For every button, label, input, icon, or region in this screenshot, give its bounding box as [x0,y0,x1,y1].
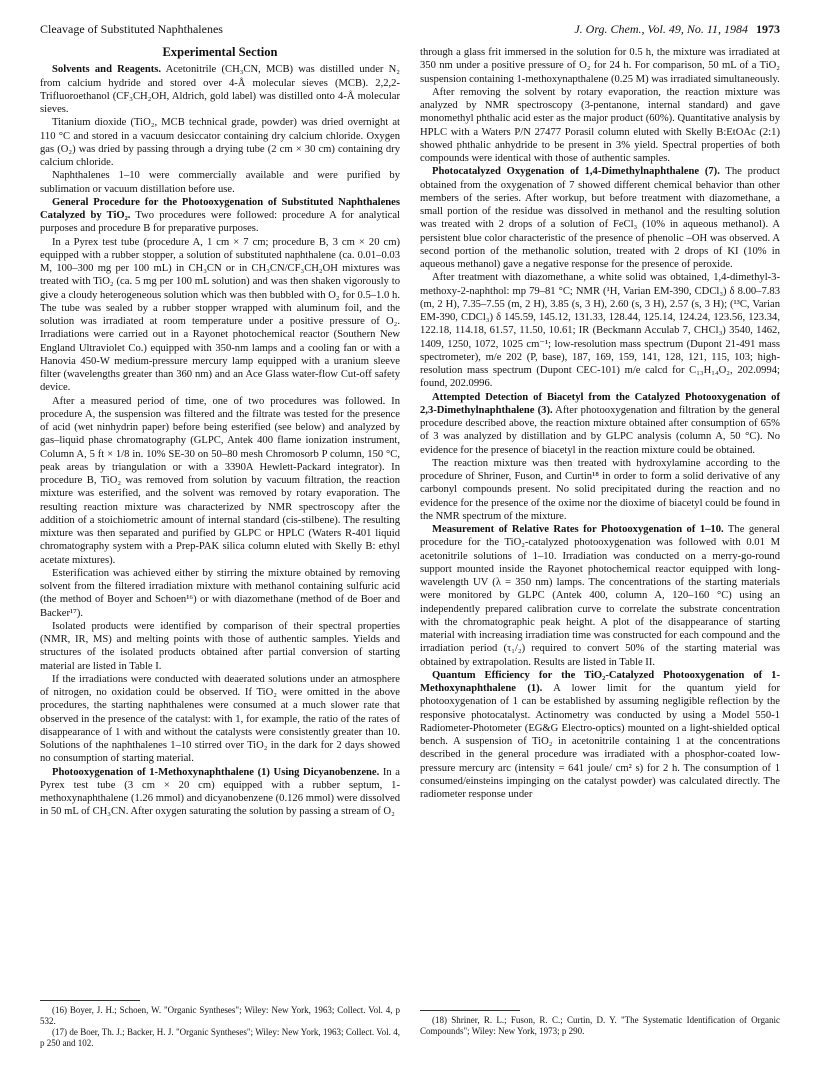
paragraph [420,165,780,271]
running-header [40,22,780,38]
paragraph-text: After removing the solvent by rotary evaporation, the reaction mixture was analyzed by NMR spectroscopy (3-pentanone, internal standard) and gave monomethyl phthalic acid ester as the major product (60%). Quantitative analysis by HPLC with a Waters P/N 27477 Porasil column eluted with Skelly B:EtOAc (2:1) showed phthalic anhydride to be present in 3% yield. Spectral properties of both compounds were identical with those of authentic samples. [420,86,780,164]
paragraph-heading: Quantum Efficiency for the TiO₂-Catalyzed Photooxygenation of 1-Methoxynaphthalene (1). [420,669,780,694]
running-title: Cleavage of Substituted Naphthalenes [40,22,223,36]
paragraph [420,86,780,166]
paragraph-text: After treatment with diazomethane, a white solid was obtained, 1,4-dimethyl-3-methoxy-2-naphthol: mp 79–81 °C; NMR (¹H, Varian EM-390, CDCl₃) δ 8.00–7.83 (m, 2 H), 7.35–7.55 (m, 2 H), 3.85 (s, 3 H), 2.60 (s, 3 H), 2.57 (s, 3 H); (¹³C, Varian EM-390, CDCl₃) δ 145.59, 145.12, 131.33, 128.44, 125.14, 124.24, 123.56, 123.34, 122.18, 114.18, 61.57, 11.50, 10.61; IR (Beckmann Acculab 7, CHCl₃) 3540, 1462, 1409, 1250, 1072, 1025 cm⁻¹; low-resolution mass spectrum (Dupont 21-491 mass spectrometer), m/e 202 (P, base), 187, 169, 159, 141, 128, 121, 115, 103; high-resolution mass spectrum (Dupont CEC-101) m/e calcd for C₁₃H₁₄O₂, 202.0994; found, 202.0996. [420,272,780,390]
paragraph [40,116,400,169]
paragraph [420,271,780,390]
paragraph [420,523,780,669]
section-title: Experimental Section [162,45,278,59]
page-number: 1973 [756,22,780,36]
paragraph-text: In a Pyrex test tube (procedure A, 1 cm × 7 cm; procedure B, 3 cm × 20 cm) equipped with a rubber stopper, a solution of substituted naphthalene (ca. 0.01–0.03 M, 100–300 mg per 100 mL) in CH₃CN or in CH₃CN/CF₃CH₂OH mixtures was treated with TiO₂ (ca. 5 mg per 100 mL solution) and was then shaken vigorously to give a cloudy heterogeneous solution which was then bubbled with O₂ for 0.5–1.0 h. The tube was sealed by a rubber stopper wrapped with aluminum foil, and the solution was irradiated at room temperature under a positive pressure of O₂. Irradiations were carried out in a Rayonet photochemical reactor (Southern New England Ultraviolet Co.) equipped with 350-nm lamps and a cooling fan or with a Hanovia 450-W medium-pressure mercury lamp equipped with a uranium sleeve filter (wavelengths greater than 360 nm) and an Ace Glass water-flow Cut-off safety device. [40,236,400,394]
paragraph-text: The product obtained from the oxygenation of 7 showed different chemical behavior than other members of the series. After workup, but before treatment with diazomethane, a small portion of the residue was dissolved in methanol and the resulting solution was treated with 2 drops of a solution of FeCl₃ (10% in aqueous methanol). A persistent blue color characteristic of the presence of phenolic –OH was observed. A second portion of the methanolic solution, treated with 2 drops of KI (10% in aqueous methanol) gave a negative response for the presence of peroxide. [420,166,780,270]
paragraph [40,169,400,196]
paragraph-heading: General Procedure for the Photooxygenation of Substituted Naphthalenes Catalyzed by TiO₂. [40,196,400,221]
journal-name: J. Org. Chem., Vol. 49, No. 11, 1984 [574,22,748,36]
paragraph [40,395,400,567]
paragraph-text: Isolated products were identified by comparison of their spectral properties (NMR, IR, MS) and melting points with those of authentic samples. Yields and structures of the isolated products obtained after partial conversion of starting material are listed in Table I. [40,620,400,672]
footnote: (18) Shriner, R. L.; Fuson, R. C.; Curtin, D. Y. "The Systematic Identification of Organic Compounds"; Wiley: New York, 1973; p 290. [420,1015,780,1036]
footnotes-left [40,1000,400,1049]
paragraph [40,196,400,236]
paragraph-text: The general procedure for the TiO₂-catalyzed photooxygenation was followed with 0.01 M acetonitrile solutions of 1–10. Irradiation was conducted on a merry-go-round support mounted inside the Rayonet photochemical reactor equipped with long-wavelength UV (λ = 350 nm) lamps. The concentrations of the starting materials were monitored by GLPC (Antek 400, column A, 120–160 °C) using an independently prepared calibration curve to correlate the substrate concentration with the chromatographic peak height. A plot of the disappearance of starting material with increasing irradiation time was constructed for each compound and the irradiation period (τ₁/₂) required to convert 50% of the starting material was obtained by extrapolation. Results are listed in Table II. [420,524,781,668]
left-column [40,46,400,819]
paragraph-text: Naphthalenes 1–10 were commercially available and were purified by sublimation or vacuum distillation before use. [40,170,400,195]
right-column [420,46,780,801]
paragraph-text: A lower limit for the quantum yield for photooxygenation of 1 can be established by assuming negligible reflection by the responsive photocatalyst. Actinometry was conducted by using a Model 550-1 Radiometer-Photometer (EG&G Electro-optics) mounted on a light-shielded optical bench. A suspension of TiO₂ in acetonitrile containing 1 at the concentrations described in the general procedure was irradiated with a phosphor-coated low-pressure mercury arc (intensity = 641 joule/ cm² s) for 2 h. The consumption of 1 consumed/einsteins impinging on the catalyst powder) was calculated directly. The radiometer response under [420,683,780,800]
paragraph [420,391,780,457]
paragraph-text: Titanium dioxide (TiO₂, MCB technical grade, powder) was dried overnight at 110 °C and stored in a vacuum desiccator containing dry calcium chloride. Oxygen gas (O₂) was dried by passing through a drying tube (2 cm × 30 cm) containing dry calcium chloride. [40,117,400,168]
paragraph [420,669,780,802]
paragraph-text: After a measured period of time, one of two procedures was followed. In procedure A, the suspension was filtered and the filtrate was tested for the presence of acid (wet ninhydrin paper) before being esterified (see below) and analyzed by gas–liquid phase chromatography (GLPC, Antek 400 flame ionization instrument, Column A, 5 ft × 1/8 in. 10% SE-30 on 50–80 mesh Chromosorb P column, 150 °C, peak areas by triangulation or with a 3390A Hewlett-Packard integrator). In procedure B, TiO₂ was removed from solution by vacuum filtration, the reaction mixture was esterified, and the solvent was removed by rotary evaporation. The resulting reaction mixture was characterized by NMR spectroscopy after the addition of a stoichiometric amount of internal standard (cis-stilbene). The resulting mixture was then separated and purified by GLPC or HPLC (Waters R-401 liquid chromatography system with a Prep-PAK silica column eluted with Skelly B: ethyl acetate mixtures). [40,395,400,566]
footnote-rule [40,1000,140,1001]
footnote: (17) de Boer, Th. J.; Backer, H. J. "Organic Syntheses"; Wiley: New York, 1963; Collect. Vol. 4, p 250 and 102. [40,1027,400,1048]
paragraph-heading: Solvents and Reagents. [52,64,162,76]
paragraph [40,63,400,116]
paragraph-heading: Photooxygenation of 1-Methoxynaphthalene (1) Using Dicyanobenzene. [52,766,380,778]
footnotes-right [420,1010,780,1037]
footnote-rule [420,1010,520,1011]
paragraph-text: Esterification was achieved either by stirring the mixture obtained by removing solvent from the filtered irradiation mixture with methanol containing sulfuric acid (the method of Boyer and Schoen¹⁶) or with diazomethane (method of de Boer and Backer¹⁷). [40,567,400,619]
paragraph-heading: Measurement of Relative Rates for Photooxygenation of 1–10. [432,524,724,535]
paragraph-text: If the irradiations were conducted with deaerated solutions under an atmosphere of nitrogen, no oxidation could be observed. If TiO₂ were omitted in the above procedures, the starting naphthalenes were consumed at a much slower rate that observed in the presence of the catalyst: with 1, for example, the ratio of the rates of disappearance of 1 with and without the catalysts were consistently greater than 10. Solutions of the naphthalenes 1–10 stirred over TiO₂ in the dark for 2 days showed no consumption of starting material. [40,673,400,765]
paragraph [40,236,400,395]
paragraph [40,620,400,673]
paragraph [40,766,400,819]
paragraph [40,567,400,620]
paragraph-text: Acetonitrile (CH₃CN, MCB) was distilled under N₂ from calcium hydride and stored over 4-Å molecular sieves (MCB). 2,2,2-Trifluoroethanol (CF₃CH₂OH, Aldrich, gold label) was distilled onto 4-Å molecular sieves. [40,64,400,115]
paragraph-text: Two procedures were followed: procedure A for analytical purposes and procedure B for preparative purposes. [40,210,401,235]
paragraph-heading: Attempted Detection of Biacetyl from the Catalyzed Photooxygenation of 2,3-Dimethylnaphthalene (3). [420,391,780,416]
paragraph-text: After photooxygenation and filtration by the general procedure described above, the reaction mixture obtained after consumption of 65% of 3 was analyzed by distillation and by GLPC analysis (column A, 50 °C). No evidence for the presence of biacetyl in the reaction mixture could be obtained. [420,404,780,456]
paragraph [420,457,780,523]
paragraph [40,673,400,766]
footnote: (16) Boyer, J. H.; Schoen, W. "Organic Syntheses"; Wiley: New York, 1963; Collect. Vol. 4, p 532. [40,1005,400,1026]
journal-citation [574,22,780,37]
paragraph-heading: Photocatalyzed Oxygenation of 1,4-Dimethylnaphthalene (7). [432,166,720,178]
paragraph-text: In a Pyrex test tube (3 cm × 20 cm) equipped with a rubber septum, 1-methoxynaphthalene (1.26 mmol) and dicyanobenzene (0.126 mmol) were dissolved in 50 mL of CH₃CN. After oxygen saturating the solution by passing a stream of O₂ [40,766,400,818]
paragraph [420,46,780,86]
paragraph-text: The reaction mixture was then treated with hydroxylamine according to the procedure of Shriner, Fuson, and Curtin¹⁸ in order to form a solid derivative of any carbonyl compounds present. No solid precipitated during the reaction and no evidence for the presence of the oxime nor the dioxime of biacetyl could be found in the NMR spectrum of the mixture. [420,457,780,522]
paragraph-text: through a glass frit immersed in the solution for 0.5 h, the mixture was irradiated at 350 nm under a positive pressure of O₂ for 24 h. For comparison, 50 mL of a TiO₂ suspension containing 1-methoxynapthalene (0.25 M) was irradiated simultaneously. [420,47,780,85]
